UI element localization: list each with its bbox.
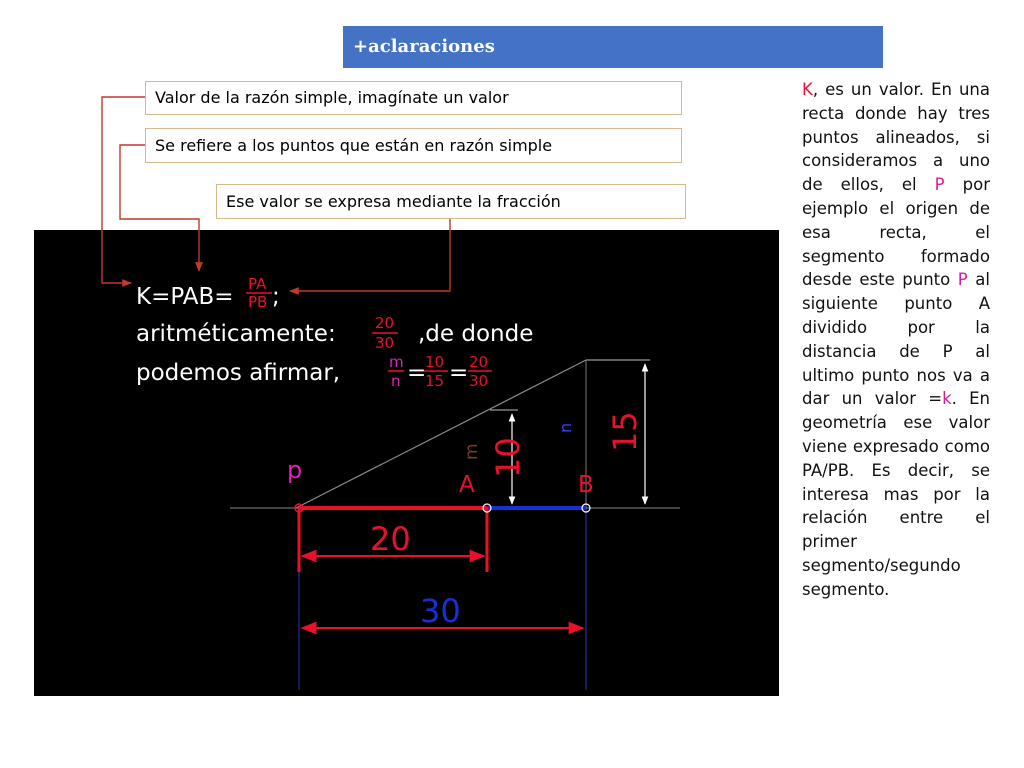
side-text: al ultimo punto nos va a dar un valor = [802, 341, 990, 409]
formula-line1-suffix: ; [272, 284, 280, 310]
label-height-15: 15 [606, 411, 644, 452]
label-m: m [462, 443, 482, 460]
side-text: por ejemplo el origen de esa recta, el segmento formado desde este punto [802, 175, 990, 290]
formula-frac1-num: m [389, 353, 404, 371]
formula-frac2-num: 10 [425, 353, 445, 371]
formula-line2-num: 20 [375, 314, 395, 332]
formula-eq2: = [449, 360, 469, 386]
note-valor-razon: Valor de la razón simple, imagínate un valor [145, 81, 682, 115]
label-point-b: B [578, 472, 594, 498]
side-a1: A [978, 294, 990, 314]
formula-line2-suffix: ,de donde [418, 321, 534, 347]
side-text: . En geometría ese valor viene expresado como PA/PB. Es decir, se interesa mas por la relación entre el primer segmento/segundo segmento. [802, 389, 990, 599]
header-title: +aclaraciones [343, 26, 883, 68]
formula-frac2-den: 15 [425, 372, 445, 390]
formula-eq1: = [407, 360, 427, 386]
formula-line2-prefix: aritméticamente: [136, 321, 336, 347]
formula-line2-den: 30 [375, 334, 395, 352]
side-p2: P [957, 270, 968, 290]
side-k1: K [802, 80, 813, 99]
formula-line3-prefix: podemos afirmar, [136, 360, 341, 386]
formula-line1-den: PB [248, 293, 268, 311]
side-k2: k [942, 389, 952, 409]
side-text: al siguiente punto [802, 270, 990, 314]
side-p1: P [934, 175, 945, 195]
label-point-p: p [287, 456, 303, 484]
note-puntos-razon: Se refiere a los puntos que están en razón simple [145, 128, 682, 163]
formula-line1-prefix: K=PAB= [136, 284, 234, 310]
label-point-a: A [459, 472, 475, 498]
label-dim-30: 30 [420, 592, 461, 630]
label-height-10: 10 [489, 437, 527, 478]
side-text: , es un valor. En una recta donde hay tres puntos alineados, si consideramos a uno de ellos, el [802, 80, 990, 195]
formula-frac3-num: 20 [469, 353, 489, 371]
formula-line1-num: PA [248, 275, 267, 293]
label-n: n [556, 422, 575, 433]
label-dim-20: 20 [370, 520, 411, 558]
formula-frac3-den: 30 [469, 372, 489, 390]
formula-frac1-den: n [391, 372, 401, 390]
side-p3: P [942, 341, 953, 361]
side-explanation [802, 78, 990, 602]
side-text: dividido por la distancia de [802, 317, 990, 361]
note-fraccion: Ese valor se expresa mediante la fracción [216, 184, 686, 219]
